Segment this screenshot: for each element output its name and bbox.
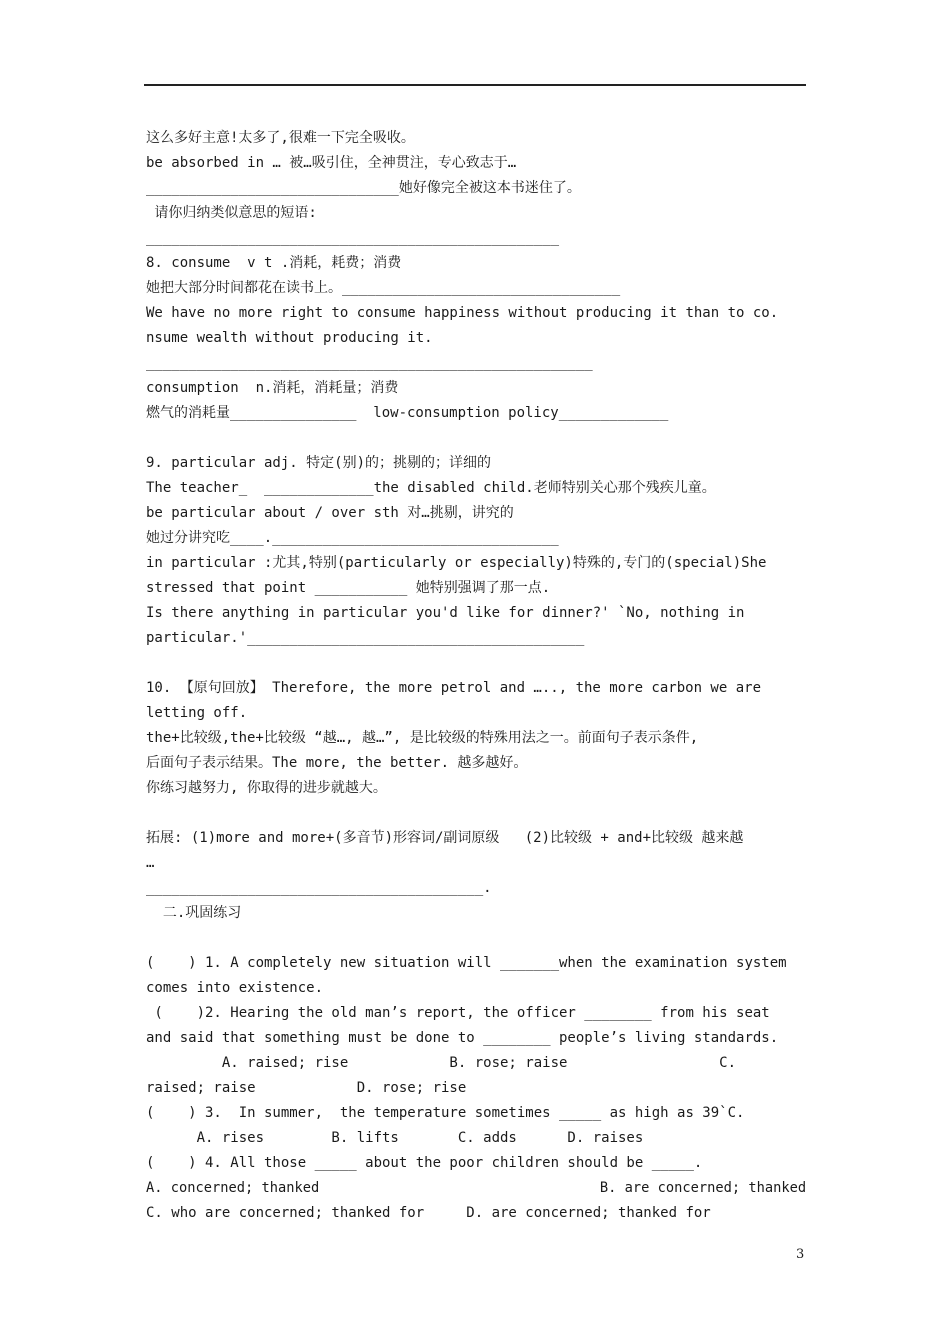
- exercise-line: ( )2. Hearing the old man’s report, the officer ________ from his seat: [146, 1005, 770, 1021]
- text-line: ______________________________她好像完全被这本书迷住了。: [146, 180, 581, 196]
- exercise-options: A. rises B. lifts C. adds D. raises: [146, 1130, 644, 1146]
- text-line: the+比较级,the+比较级 “越…, 越…”, 是比较级的特殊用法之一。前面句子表示条件,: [146, 730, 699, 746]
- text-line: 后面句子表示结果。The more, the better. 越多越好。: [146, 755, 528, 771]
- text-line: We have no more right to consume happiness without producing it than to co.: [146, 305, 779, 321]
- exercise-line: comes into existence.: [146, 980, 324, 996]
- exercise-line: ( ) 4. All those _____ about the poor children should be _____.: [146, 1155, 703, 1171]
- text-line: 这么多好主意!太多了,很难一下完全吸收。: [146, 130, 415, 146]
- text-line: 请你归纳类似意思的短语:: [146, 205, 317, 221]
- header-rule: [144, 84, 806, 86]
- page-number: 3: [796, 1247, 805, 1262]
- text-line: 拓展: (1)more and more+(多音节)形容词/副词原级 (2)比较级 + and+比较级 越来越: [146, 830, 744, 846]
- text-line: particular.'________________________________________: [146, 630, 585, 646]
- answer-blank-line: _____________________________________________________: [146, 355, 593, 371]
- exercise-options: C. who are concerned; thanked for D. are concerned; thanked for: [146, 1205, 711, 1221]
- exercise-options: A. concerned; thanked B. are concerned; thanked: [146, 1180, 807, 1196]
- exercise-line: and said that something must be done to ________ people’s living standards.: [146, 1030, 779, 1046]
- text-line: 你练习越努力, 你取得的进步就越大。: [146, 780, 387, 796]
- text-line: nsume wealth without producing it.: [146, 330, 433, 346]
- text-line: …: [146, 855, 155, 871]
- exercise-line: ( ) 3. In summer, the temperature sometimes _____ as high as 39`C.: [146, 1105, 745, 1121]
- text-line: be particular about / over sth 对…挑剔，讲究的: [146, 505, 514, 521]
- text-line: Is there anything in particular you'd like for dinner?' `No, nothing in: [146, 605, 745, 621]
- text-line: 她把大部分时间都花在读书上。_________________________________: [146, 280, 621, 296]
- text-line: 10. 【原句回放】 Therefore, the more petrol and ….., the more carbon we are: [146, 680, 762, 696]
- text-line: consumption n.消耗，消耗量；消费: [146, 380, 399, 396]
- text-line: The teacher_ _____________the disabled child.老师特别关心那个残疾儿童。: [146, 480, 716, 496]
- answer-blank-line: ________________________________________.: [146, 880, 492, 896]
- text-line: 8. consume v t .消耗，耗费；消费: [146, 255, 402, 271]
- text-line: in particular :尤其,特别(particularly or especially)特殊的,专门的(special)She: [146, 555, 767, 571]
- section-heading: 二.巩固练习: [146, 905, 242, 921]
- exercise-options: raised; raise D. rose; rise: [146, 1080, 467, 1096]
- text-line: stressed that point ___________ 她特别强调了那一点.: [146, 580, 551, 596]
- answer-blank-line: _________________________________________________: [146, 230, 560, 246]
- text-line: 9. particular adj. 特定(别)的；挑剔的；详细的: [146, 455, 492, 471]
- exercise-line: ( ) 1. A completely new situation will _______when the examination system: [146, 955, 787, 971]
- text-line: letting off.: [146, 705, 248, 721]
- text-line: 她过分讲究吃____.__________________________________: [146, 530, 559, 546]
- exercise-options: A. raised; rise B. rose; raise C.: [146, 1055, 737, 1071]
- text-line: 燃气的消耗量_______________ low-consumption policy_____________: [146, 405, 669, 421]
- text-line: be absorbed in … 被…吸引住，全神贯注，专心致志于…: [146, 155, 517, 171]
